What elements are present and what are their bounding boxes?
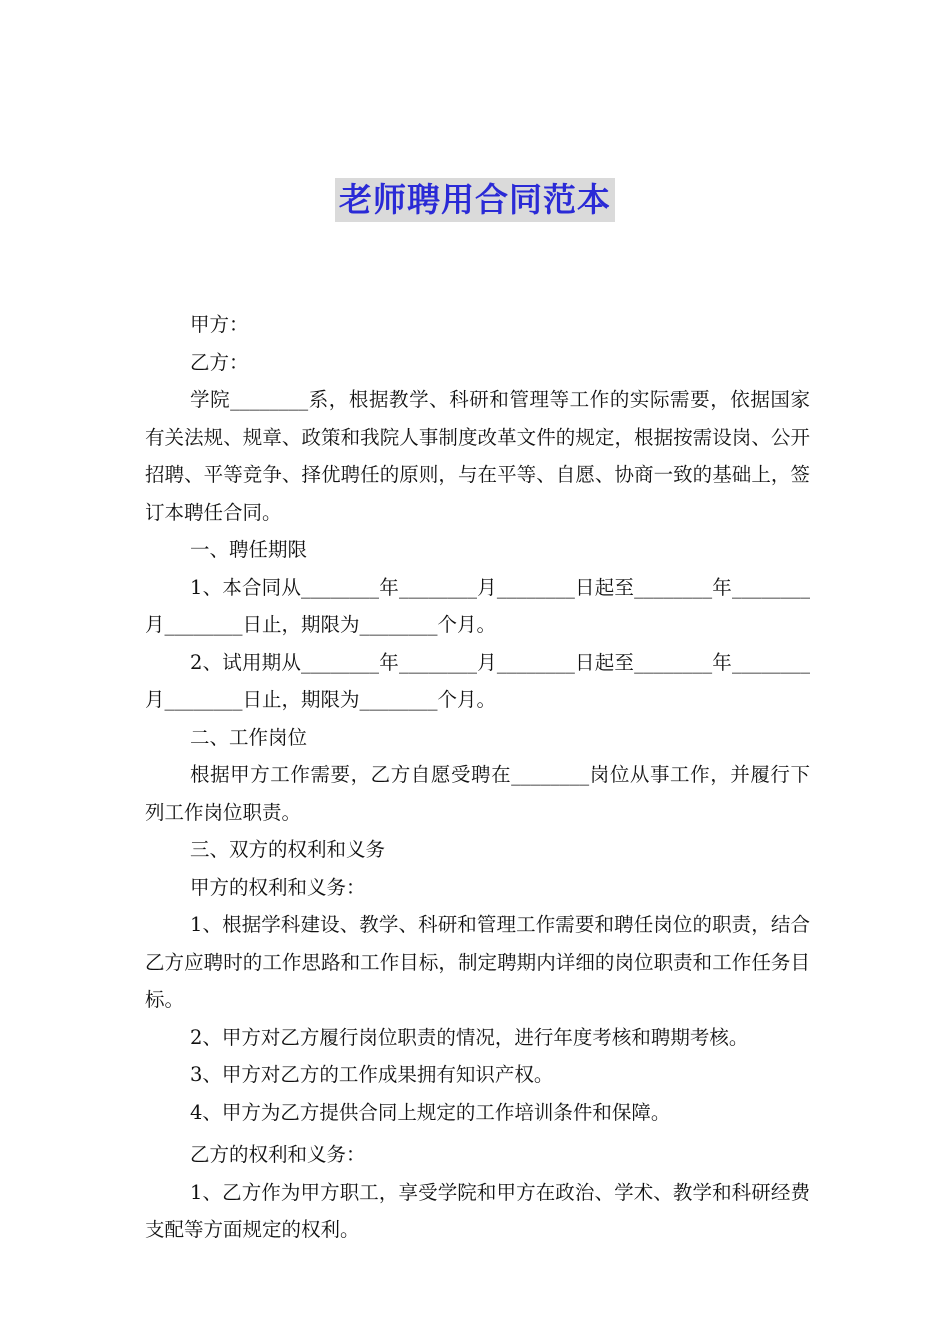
party-b-line: 乙方： xyxy=(190,350,249,374)
clause-contract-period: 1、本合同从________年________月________日起至________年________月________日止，期限为________个月。 xyxy=(145,575,810,636)
party-a-clause-4: 4、甲方为乙方提供合同上规定的工作培训条件和保障。 xyxy=(190,1100,671,1124)
party-b-clause-1: 1、乙方作为甲方职工，享受学院和甲方在政治、学术、教学和科研经费支配等方面规定的权利。 xyxy=(145,1180,810,1241)
clause-position: 根据甲方工作需要，乙方自愿受聘在________岗位从事工作，并履行下列工作岗位职责。 xyxy=(145,763,810,824)
preamble-paragraph: 学院________系，根据教学、科研和管理等工作的实际需要，依据国家有关法规、规章、政策和我院人事制度改革文件的规定，根据按需设岗、公开招聘、平等竞争、择优聘任的原则，与在平等、自愿、协商一致的基础上，签订本聘任合同。 xyxy=(145,388,810,524)
section-heading-position: 二、工作岗位 xyxy=(190,725,308,749)
section-heading-term: 一、聘任期限 xyxy=(190,538,308,561)
subheading-party-b-rights: 乙方的权利和义务： xyxy=(190,1143,366,1166)
party-a-clause-3: 3、甲方对乙方的工作成果拥有知识产权。 xyxy=(190,1063,554,1086)
subheading-party-a-rights: 甲方的权利和义务： xyxy=(190,875,366,899)
clause-probation-period: 2、试用期从________年________月________日起至________年________月________日止，期限为________个月。 xyxy=(145,650,810,711)
party-a-clause-1: 1、根据学科建设、教学、科研和管理工作需要和聘任岗位的职责，结合乙方应聘时的工作思路和工作目标，制定聘期内详细的岗位职责和工作任务目标。 xyxy=(145,913,810,1011)
party-a-clause-2: 2、甲方对乙方履行岗位职责的情况，进行年度考核和聘期考核。 xyxy=(190,1025,749,1049)
document-title xyxy=(0,178,950,222)
party-a-line: 甲方： xyxy=(190,313,249,336)
document-body xyxy=(145,306,810,1249)
document-title-text: 老师聘用合同范本 xyxy=(335,178,615,222)
section-heading-rights: 三、双方的权利和义务 xyxy=(190,838,386,861)
